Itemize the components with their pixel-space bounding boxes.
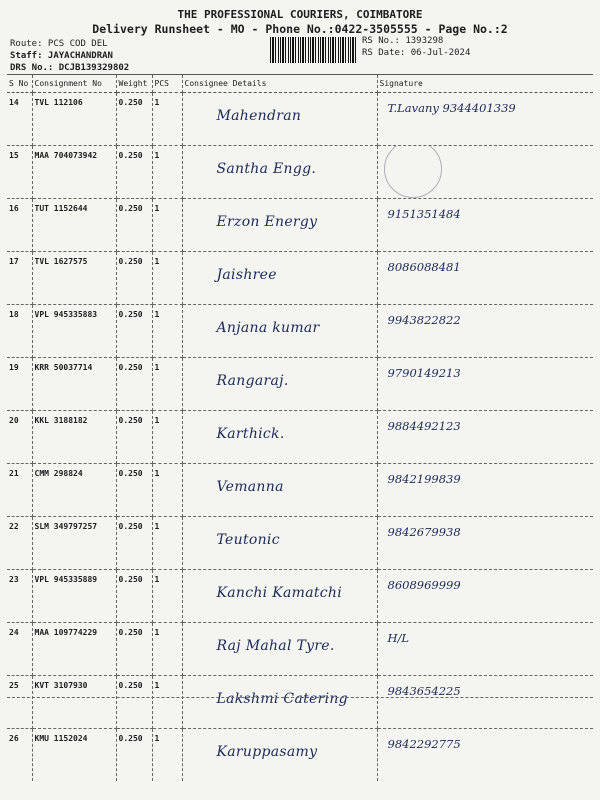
signature-text: 9842199839 [387,472,461,486]
rubber-stamp [384,146,442,199]
signature-text: 8608969999 [387,578,461,592]
rs-info [362,35,470,59]
table-row [7,252,593,305]
row-pcs: 1 [152,517,182,570]
table-row [7,676,593,729]
consignee-name: Teutonic [216,532,280,548]
runsheet-subtitle: Delivery Runsheet - MO - Phone No.:0422-3505555 - Page No.:2 [92,22,508,36]
staff-label: Staff: JAYACHANDRAN [10,51,113,61]
row-pcs: 1 [152,570,182,623]
signature-text: 8086088481 [387,260,461,274]
consignee-name: Lakshmi Catering [216,691,348,707]
col-sno: S No [7,75,32,93]
col-consignee: Consignee Details [182,75,377,93]
row-signature [377,411,593,464]
row-sno: 19 [7,358,32,411]
row-consignment: TVL 1627575 [32,252,116,305]
row-signature [377,729,593,782]
row-pcs: 1 [152,676,182,729]
row-weight: 0.250 [116,570,152,623]
signature-text: T.Lavany 9344401339 [387,101,516,115]
row-pcs: 1 [152,729,182,782]
row-consignment: KMU 1152024 [32,729,116,782]
row-signature [377,358,593,411]
barcode [270,37,356,63]
row-weight: 0.250 [116,358,152,411]
row-consignee [182,146,377,199]
consignee-name: Mahendran [216,108,302,124]
row-sno: 20 [7,411,32,464]
signature-text: H/L [387,631,410,645]
drs-number: DRS No.: DCJB139329802 [10,63,130,73]
row-pcs: 1 [152,199,182,252]
row-sno: 16 [7,199,32,252]
row-pcs: 1 [152,305,182,358]
signature-text: 9884492123 [387,419,461,433]
col-pcs: PCS [152,75,182,93]
signature-text: 9943822822 [387,313,461,327]
row-weight: 0.250 [116,729,152,782]
row-signature [377,252,593,305]
row-sno: 24 [7,623,32,676]
row-consignee [182,570,377,623]
table-header-row [7,75,593,93]
row-signature [377,464,593,517]
row-consignment: SLM 349797257 [32,517,116,570]
table-row [7,93,593,146]
row-consignee [182,729,377,782]
consignee-name: Santha Engg. [216,161,317,177]
table-row [7,411,593,464]
row-pcs: 1 [152,358,182,411]
row-sno: 23 [7,570,32,623]
row-pcs: 1 [152,252,182,305]
row-sno: 21 [7,464,32,517]
row-sno: 26 [7,729,32,782]
consignee-name: Kanchi Kamatchi [216,585,342,601]
row-pcs: 1 [152,623,182,676]
table-row [7,464,593,517]
row-consignee [182,623,377,676]
route-info [10,38,129,74]
table-row [7,199,593,252]
row-pcs: 1 [152,146,182,199]
signature-text: 9790149213 [387,366,461,380]
table-row [7,623,593,676]
row-weight: 0.250 [116,411,152,464]
row-signature [377,93,593,146]
signature-text: 9842292775 [387,737,461,751]
row-consignee [182,676,377,729]
row-weight: 0.250 [116,146,152,199]
row-signature [377,517,593,570]
row-signature [377,623,593,676]
row-weight: 0.250 [116,199,152,252]
consignee-name: Karuppasamy [216,744,318,760]
row-consignee [182,199,377,252]
row-pcs: 1 [152,464,182,517]
row-consignment: TUT 1152644 [32,199,116,252]
row-consignment: VPL 945335889 [32,570,116,623]
table-row [7,517,593,570]
row-signature [377,146,593,199]
row-sno: 17 [7,252,32,305]
rs-number: RS No.: 1393298 [362,36,444,46]
consignee-name: Rangaraj. [216,373,289,389]
row-consignment: MAA 704073942 [32,146,116,199]
row-sno: 14 [7,93,32,146]
row-weight: 0.250 [116,623,152,676]
row-consignment: CMM 298824 [32,464,116,517]
row-weight: 0.250 [116,517,152,570]
table-row [7,146,593,199]
row-weight: 0.250 [116,252,152,305]
table-row [7,305,593,358]
consignee-name: Vemanna [216,479,284,495]
table-row [7,729,593,782]
col-signature: Signature [377,75,593,93]
row-consignee [182,411,377,464]
company-title: THE PROFESSIONAL COURIERS, COIMBATORE [177,8,423,21]
consignee-name: Anjana kumar [216,320,320,336]
row-pcs: 1 [152,93,182,146]
signature-text: 9151351484 [387,207,461,221]
row-weight: 0.250 [116,93,152,146]
row-signature [377,199,593,252]
table-row [7,358,593,411]
consignee-name: Karthick. [216,426,285,442]
row-consignee [182,358,377,411]
col-consignment: Consignment No [32,75,116,93]
row-weight: 0.250 [116,305,152,358]
row-pcs: 1 [152,411,182,464]
row-consignee [182,305,377,358]
row-sno: 18 [7,305,32,358]
row-consignment: MAA 109774229 [32,623,116,676]
col-weight: Weight [116,75,152,93]
row-sno: 25 [7,676,32,729]
row-weight: 0.250 [116,676,152,729]
table-bottom-rule [7,697,593,698]
row-consignment: KKL 3188182 [32,411,116,464]
row-sno: 22 [7,517,32,570]
row-consignee [182,93,377,146]
signature-text: 9842679938 [387,525,461,539]
row-consignment: KVT 3107930 [32,676,116,729]
row-signature [377,676,593,729]
rs-date: RS Date: 06-Jul-2024 [362,48,471,58]
row-consignee [182,252,377,305]
row-signature [377,305,593,358]
table-row [7,570,593,623]
signature-text: 9843654225 [387,684,461,698]
row-consignee [182,464,377,517]
consignee-name: Jaishree [216,267,277,283]
row-consignee [182,517,377,570]
runsheet-table [7,74,593,781]
row-weight: 0.250 [116,464,152,517]
row-signature [377,570,593,623]
row-consignment: TVL 112106 [32,93,116,146]
row-sno: 15 [7,146,32,199]
consignee-name: Erzon Energy [216,214,318,230]
consignee-name: Raj Mahal Tyre. [216,638,335,654]
route-label: Route: PCS COD DEL [10,39,108,49]
row-consignment: VPL 945335883 [32,305,116,358]
row-consignment: KRR 50037714 [32,358,116,411]
